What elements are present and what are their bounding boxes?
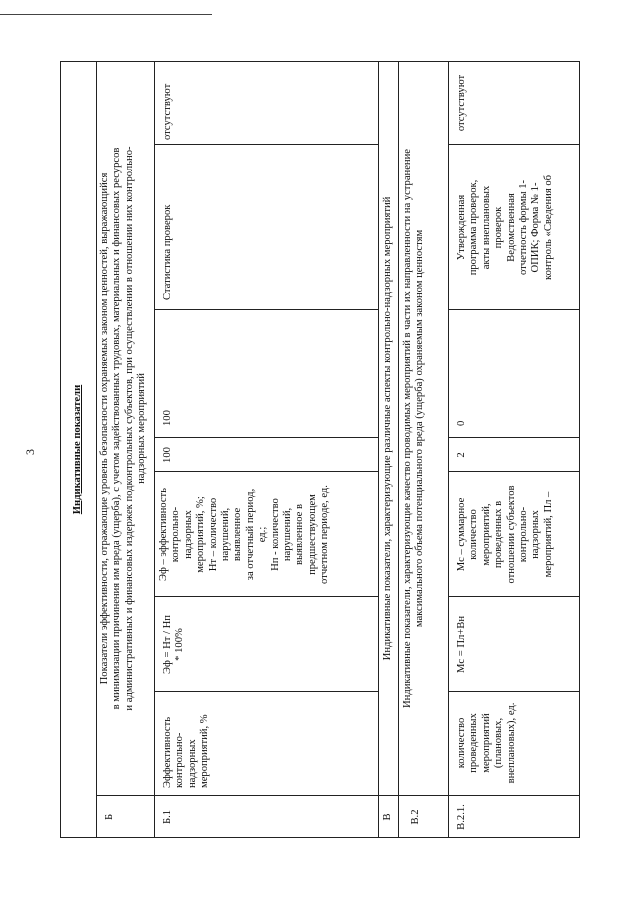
- row-v21-name-line: (плановых,: [493, 717, 505, 769]
- row-v21-desc-line: мероприятий, Пл –: [542, 491, 554, 578]
- row-b1-desc-line: надзорных: [182, 510, 194, 559]
- row-b1-description: [158, 472, 332, 597]
- rule-row-b1: [378, 61, 379, 838]
- row-v21-source-line: контроль «Сведения об: [542, 174, 554, 281]
- row-b1-desc-line: нарушений,: [220, 507, 232, 562]
- row-b1-desc-line: выявленное в: [294, 504, 306, 565]
- row-v21-name-line: внеплановых), ед.: [505, 702, 517, 784]
- row-b1-desc-line: выявленное: [232, 507, 244, 562]
- row-v21-name-line: мероприятий: [480, 713, 492, 773]
- section-b-text: [99, 61, 149, 796]
- section-v2-code: В.2: [410, 809, 421, 825]
- row-b1-value-2: 100: [162, 410, 173, 426]
- section-b-line: в минимизации причинения им вреда (ущерба), с учетом задействованных трудовых, материальных и финансовых ресурсов: [111, 147, 123, 710]
- row-v21-name-line: количество: [456, 717, 467, 769]
- row-v21-value-1: 2: [456, 452, 467, 458]
- row-v21-code: В.2.1.: [456, 804, 467, 830]
- row-b1-desc-line: за отчетный период,: [244, 488, 256, 581]
- row-b1-desc-line: контрольно-: [170, 506, 182, 563]
- row-v21-source-line: программа проверок,: [468, 179, 480, 276]
- rule-section-v2: [448, 61, 449, 838]
- section-b-line: и административных и финансовых издержек подконтрольных субъектов, при осуществлении в отношении них контрольно-: [123, 146, 135, 711]
- rule-section-b: [154, 61, 155, 838]
- row-v21-formula: Мс = Пл+Вн: [456, 615, 467, 674]
- row-v21-source-line: отчетность формы 1-: [518, 179, 530, 276]
- row-v21-desc-line: отношении субъектов: [505, 485, 517, 584]
- row-b1-name-line: надзорных: [186, 739, 198, 788]
- row-b1-desc-line: ед.;: [257, 526, 269, 543]
- rotated-table: [60, 61, 580, 838]
- row-v21-desc-line: мероприятий,: [480, 503, 492, 566]
- row-b1-code: Б.1: [162, 809, 173, 825]
- row-b1-value-1: 100: [162, 447, 173, 463]
- section-v-text: Индикативные показатели, характеризующие различные аспекты контрольно-надзорных мероприятий: [382, 196, 393, 661]
- section-b-line: надзорных мероприятий: [136, 373, 148, 484]
- row-b1-name-line: мероприятий, %: [199, 714, 211, 788]
- row-v21-name-line: проведенных: [468, 713, 480, 773]
- row-v21-source-line: Ведомственная: [505, 193, 517, 262]
- section-v-code: В: [382, 813, 393, 821]
- section-v2-line: Индикативные показатели, характеризующие качество проводимых мероприятий в части их направленности на устранение: [402, 149, 413, 708]
- row-v21-desc-line: надзорных: [530, 510, 542, 559]
- top-rule: [0, 14, 212, 15]
- row-v21-note: отсутствуют: [456, 74, 467, 132]
- section-v2-text: [402, 61, 427, 796]
- col-rule-4-b1: [154, 437, 378, 438]
- row-b1-note: отсутствуют: [162, 83, 173, 140]
- row-v21-source-line: ОПИК; Форма № 1-: [530, 182, 542, 273]
- col-rule-6-b1: [154, 144, 378, 145]
- rule-section-v: [398, 61, 399, 838]
- row-v21-value-2: 0: [456, 420, 467, 426]
- row-v21-source-line: акты внеплановых: [480, 185, 492, 270]
- row-b1-source: Статистика проверок: [162, 204, 173, 300]
- row-b1-desc-line: нарушений,: [282, 507, 294, 562]
- table-header-title: Индикативные показатели: [72, 384, 83, 515]
- col-rule-5-b1: [154, 309, 378, 310]
- row-v21-source: [456, 145, 555, 310]
- page-number: 3: [23, 449, 37, 455]
- row-v21-desc-line: проведенных в: [493, 500, 505, 569]
- row-b1-formula: [162, 597, 187, 692]
- row-b1-desc-line: Нт – количество: [207, 497, 219, 572]
- row-b1-formula-line: Эф = Нт / Нп: [162, 615, 173, 674]
- row-b1-desc-line: мероприятий, %;: [195, 496, 207, 573]
- row-b1-desc-line: отчетном периоде, ед.: [319, 485, 331, 584]
- row-v21-name: [456, 692, 518, 794]
- row-b1-desc-line: Эф – эффективность: [158, 488, 169, 582]
- row-b1-desc-line: Нп - количество: [269, 498, 281, 571]
- row-b1-formula-line: * 100%: [174, 628, 186, 661]
- section-b-line: Показатели эффективности, отражающие уровень безопасности охраняемых законом ценностей, выражающийся: [99, 172, 110, 685]
- row-b1-name-line: Эффективность: [162, 716, 173, 788]
- row-v21-description: [456, 472, 555, 597]
- row-v21-desc-line: количество: [468, 509, 480, 560]
- section-b-code: Б: [104, 813, 115, 821]
- row-b1-name-line: контрольно-: [174, 732, 186, 788]
- row-b1-name: [162, 694, 212, 788]
- row-b1-desc-line: предшествующем: [306, 494, 318, 575]
- rule-header: [96, 61, 97, 838]
- col-rule-1-b1: [154, 691, 378, 692]
- row-v21-desc-line: контрольно-: [518, 506, 530, 563]
- row-v21-desc-line: Мс – суммарное: [456, 497, 467, 572]
- section-v2-line: максимального объема потенциального вреда (ущерба) охраняемым законом ценностям: [414, 229, 426, 628]
- row-v21-source-line: проверок: [493, 206, 505, 249]
- row-v21-source-line: Утвержденная: [456, 194, 467, 261]
